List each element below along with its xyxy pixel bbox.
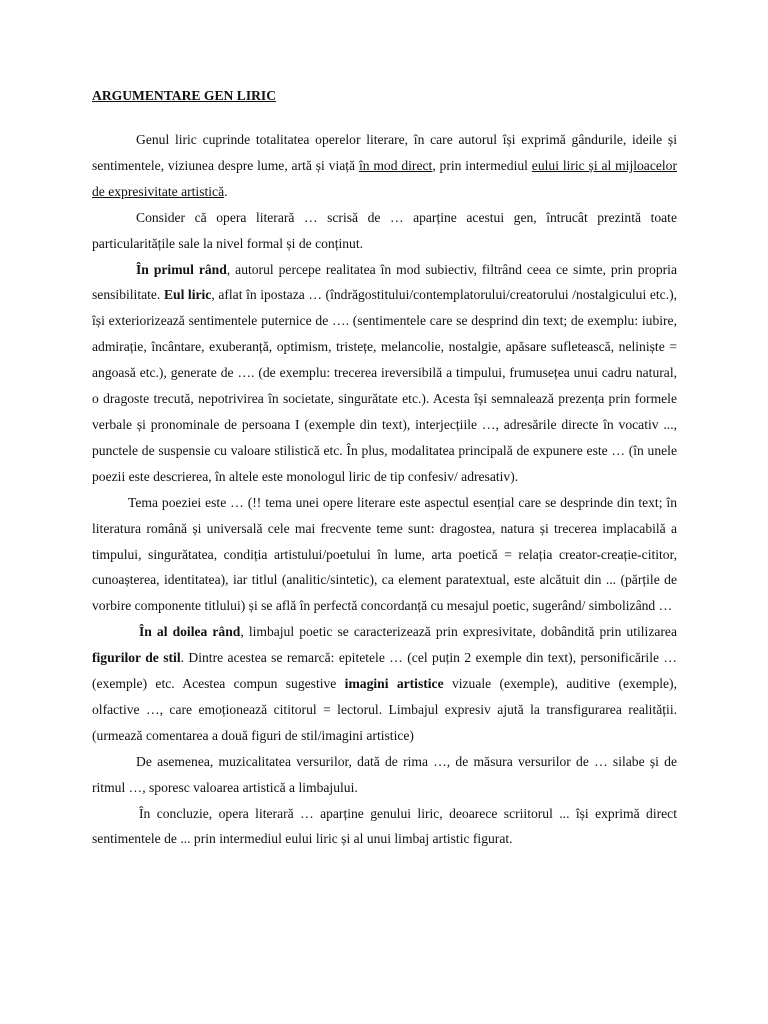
paragraph-intro-text-1: Genul liric cuprinde totalitatea operelor literare, în care autorul își exprimă gândurile, ideile și sentimentele, viziunea despre lume, artă și viață <box>92 132 677 173</box>
paragraph-intro <box>92 127 677 205</box>
bold-al-doilea-rand: În al doilea rând <box>139 624 241 640</box>
bold-imagini-artistice: imagini artistice <box>344 676 444 692</box>
underlined-phrase-eu-liric: eului liric și al mijloacelor de expresivitate artistică <box>92 157 678 199</box>
paragraph-intro-text-2: , prin intermediul <box>432 157 532 173</box>
document-title: ARGUMENTARE GEN LIRIC <box>92 88 277 103</box>
paragraph-thesis: Consider că opera literară … scrisă de … aparține acestui gen, întrucât prezintă toate particularitățile sale la nivel formal și de conținut. <box>92 209 677 251</box>
bold-figurilor-de-stil: figurilor de stil <box>92 650 181 666</box>
paragraph-argument-2-text-3: vizuale (exemple), auditive (exemple), olfactive …, care emoționează cititorul = lectorul. Limbajul expresiv ajută la transfigurarea realității. (urmează comentarea a două figuri de stil/imagini artistice) <box>92 676 677 743</box>
paragraph-argument-2-text-1: , limbajul poetic se caracterizează prin expresivitate, dobândită prin utilizarea <box>240 624 677 640</box>
paragraph-argument-2 <box>92 619 677 749</box>
paragraph-argument-2-text-2: . Dintre acestea se remarcă: epitetele … (cel puțin 2 exemple din text), personificările … (exemple) etc. Acestea compun sugestive <box>92 650 678 692</box>
bold-eul-liric: Eul liric <box>163 287 212 303</box>
paragraph-argument-1 <box>92 257 677 490</box>
underlined-phrase-direct: în mod direct <box>358 157 433 173</box>
bold-primul-rand: În primul rând <box>136 261 227 277</box>
paragraph-conclusion: În concluzie, opera literară … aparține genului liric, deoarece scriitorul ... își exprimă direct sentimentele de ... prin intermediul eului liric și al unui limbaj artistic figurat. <box>92 805 677 847</box>
paragraph-argument-1-text-2: , aflat în ipostaza … (îndrăgostitului/contemplatorului/creatorului /nostalgicului etc.), își exteriorizează sentimentele puternice de …. (sentimentele care se desprind din text; de exemplu: iubire, admirație, încântare, exuberanță, optimism, tristețe, melancolie, nostalgie, apăsare sufletească, neliniște = angoasă etc.), generate de …. (de exemplu: trecerea ireversibilă a timpului, frumusețea unui cadru natural, o dragoste trecută, nepotrivirea în societate, singurătate etc.). Acesta își semnalează prezența prin formele verbale și pronominale de persoana I (exemple din text), interjecțiile …, adresările directe în vocativ ..., punctele de suspensie cu valoare stilistică etc. În plus, modalitatea principală de expunere este … (în unele poezii este descrierea, în altele este monologul liric de tip confesiv/ adresativ). <box>92 287 678 484</box>
document-page <box>92 86 677 852</box>
paragraph-musicality: De asemenea, muzicalitatea versurilor, dată de rima …, de măsura versurilor de … silabe și de ritmul …, sporesc valoarea artistică a limbajului. <box>92 753 677 795</box>
paragraph-argument-1-text-1: , autorul percepe realitatea în mod subiectiv, filtrând ceea ce simte, prin propria sensibilitate. <box>92 261 677 303</box>
paragraph-theme: Tema poeziei este … (!! tema unei opere literare este aspectul esențial care se desprinde din text; în literatura română și universală cele mai frecvente teme sunt: dragostea, natura și trecerea implacabilă a timpului, singurătatea, condiția artistului/poetului în lume, arta poetică = relația creator-creație-cititor, cunoașterea, identitatea), iar titlul (analitic/sintetic), ca element paratextual, este alcătuit din ... (părțile de vorbire componente titlului) și se află în perfectă concordanță cu mesajul poetic, sugerând/ simbolizând … <box>92 494 677 614</box>
paragraph-intro-text-3: . <box>224 183 228 199</box>
